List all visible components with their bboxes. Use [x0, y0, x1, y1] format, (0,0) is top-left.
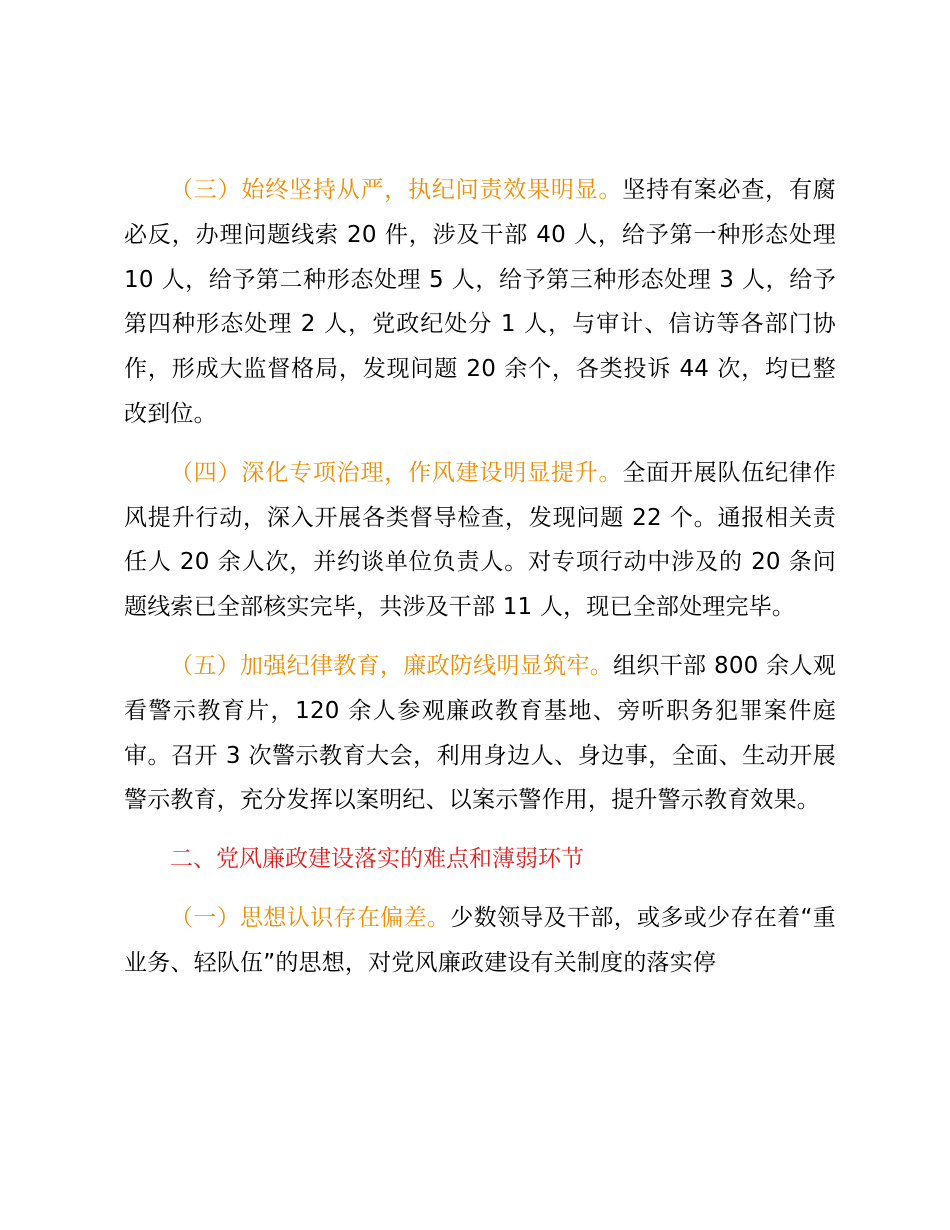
paragraph-heading: （五）加强纪律教育，廉政防线明显筑牢。	[170, 652, 614, 679]
section-title: 二、党风廉政建设落实的难点和薄弱环节	[170, 846, 584, 873]
paragraph-body: 坚持有案必查，有腐必反，办理问题线索 20 件，涉及干部 40 人，给予第一种形态处理 10 人，给予第二种形态处理 5 人，给予第三种形态处理 3 人，给予第四种形态处理 2 人，党政纪处分 1 人，与审计、信访等各部门协作，形成大监督格局，发现问题 20 余个，各类投诉 44 次，均已整改到位。	[124, 177, 836, 427]
paragraph-3	[124, 168, 836, 437]
paragraph-body: 组织干部 800 余人观看警示教育片，120 余人参观廉政教育基地、旁听职务犯罪案件庭审。召开 3 次警示教育大会，利用身边人、身边事，全面、生动开展警示教育，充分发挥以案明纪、以案示警作用，提升警示教育效果。	[124, 652, 836, 814]
paragraph-heading: （三）始终坚持从严，执纪问责效果明显。	[170, 177, 623, 203]
paragraph-final	[124, 896, 836, 986]
paragraph-heading: （一）思想认识存在偏差。	[170, 904, 451, 931]
paragraph-5	[124, 644, 836, 823]
paragraph-heading: （四）深化专项治理，作风建设明显提升。	[170, 459, 623, 486]
paragraph-4	[124, 451, 836, 630]
document-page	[124, 168, 836, 986]
paragraph-body: 全面开展队伍纪律作风提升行动，深入开展各类督导检查，发现问题 22 个。通报相关责任人 20 余人次，并约谈单位负责人。对专项行动中涉及的 20 条问题线索已全部核实完毕，共涉及干部 11 人，现已全部处理完毕。	[124, 459, 836, 621]
paragraph-body: 少数领导及干部，或多或少存在着“重业务、轻队伍”的思想，对党风廉政建设有关制度的落实停	[124, 904, 836, 976]
